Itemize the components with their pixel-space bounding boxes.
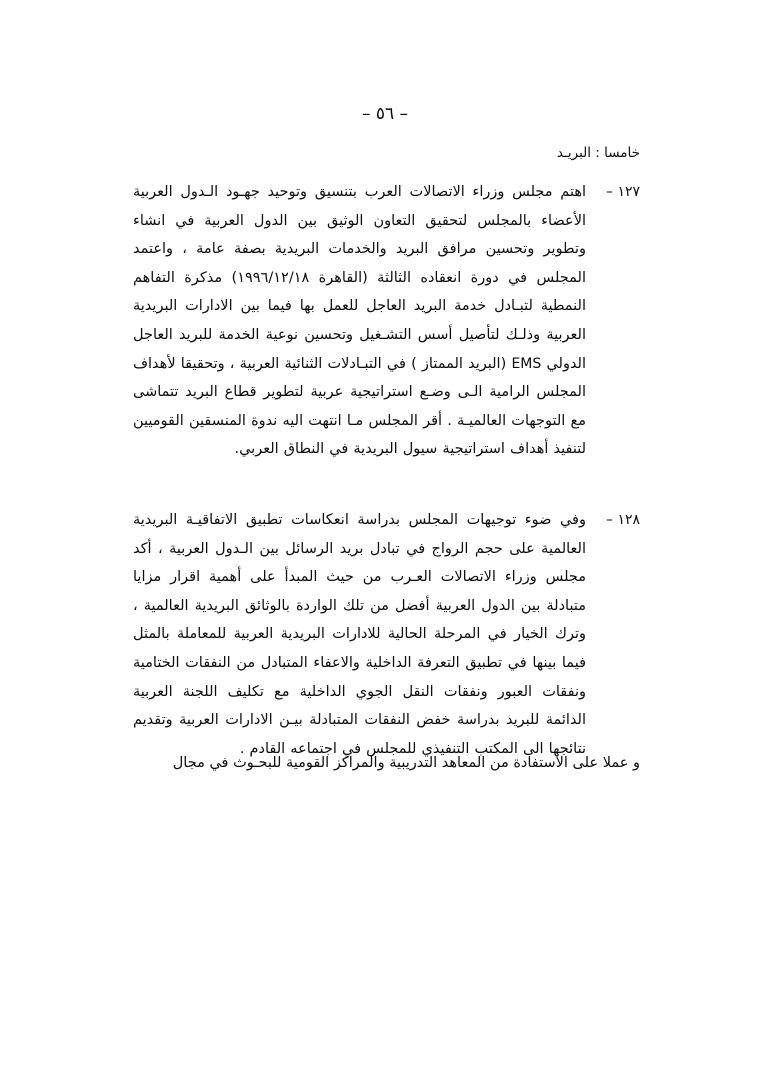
ems-acronym: EMS: [511, 355, 542, 372]
section-heading: خامسا : البريـد: [556, 145, 640, 161]
paragraph-127: [133, 178, 640, 464]
document-body: [133, 178, 640, 778]
paragraph-text: وفي ضوء توجيهات المجلس بدراسة انعكاسات تطبيق الاتفاقيـة البريدية العالمية على حجم الرواج في تبادل بريد الرسائل بين الـدول العربية ، أكد مجلس وزراء الاتصالات العـرب من حيث المبدأ على أهمية اقرار مزايا متبادلة بين الدول العربية أفضل من تلك الواردة بالوثائق البريدية العالمية ، وترك الخيار في المرحلة الحالية للادارات البريدية العربية للمعاملة بالمثل فيما بينها في تطبيق التعرفة الداخلية والاعفاء المتبادل من النفقات الختامية ونفقات العبور ونفقات النقل الجوي الداخلية مع تكليف اللجنة العربية الدائمة للبريد بدراسة خفض النفقات المتبادلة بيـن الادارات العربية وتقديم نتائجها الى المكتب التنفيذي للمجلس في اجتماعه القادم .: [133, 511, 586, 757]
paragraph-128: [133, 506, 640, 763]
trailing-line: و عملا على الاستفادة من المعاهد التدريبية والمراكز القومية للبحـوث في مجال: [172, 755, 640, 772]
page-number: – ٥٦ –: [361, 104, 409, 124]
paragraph-number: ١٢٨ –: [605, 511, 640, 528]
paragraph-text: [133, 178, 586, 464]
paragraph-number: ١٢٧ –: [605, 184, 640, 200]
paragraph-text-part-1: اهتم مجلس وزراء الاتصالات العرب بتنسيق وتوحيد جهـود الـدول العربية الأعضاء بالمجلس لتحقيق التعاون الوثيق بين الدول العربية في انشاء وتطوير وتحسين مرافق البريد والخدمات البريدية بصفة عامة ، واعتمد المجلس في دورة انعقاده الثالثة (القاهرة ١٩٩٦/١٢/١٨) مذكرة التفاهم النمطية لتبـادل خدمة البريد العاجل للعمل بها فيما بين الادارات البريدية العربية وذلـك لتأصيل أسس التشـغيل وتحسين نوعية الخدمة للبريد العاجل الدولي: [133, 184, 587, 372]
paragraph-text-part-2: (البريد الممتاز ) في التبـادلات الثنائية العربية ، وتحقيقا لأهداف المجلس الرامية الـى وضـع استراتيجية عربية لتطوير قطاع البريد تتماشى مع التوجهات العالميـة . أقر المجلس مـا انتهت اليه ندوة المنسقين القوميين لتنفيذ أهداف استراتيجية سيول البريدية في النطاق العربي.: [133, 355, 586, 458]
